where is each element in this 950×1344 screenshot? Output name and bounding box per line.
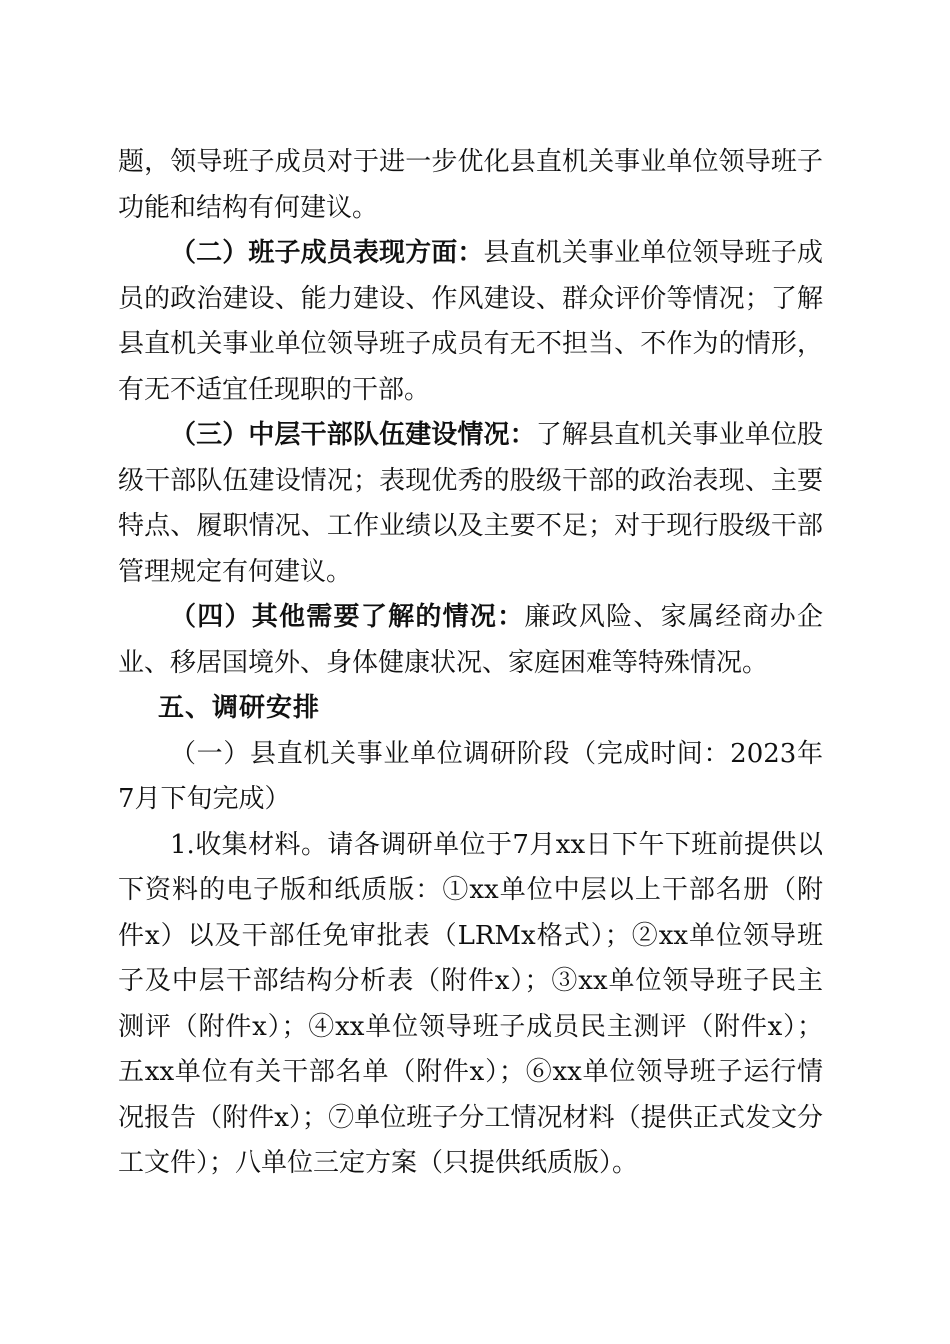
paragraph-other-situations (118, 595, 823, 686)
paragraph-lead: （三）中层干部队伍建设情况： (170, 420, 536, 450)
list-item-collect-materials: 1.收集材料。请各调研单位于7月xx日下午下班前提供以下资料的电子版和纸质版：①xx单位中层以上干部名册（附件x）以及干部任免审批表（LRMx格式）；②xx单位领导班子及中层干部结构分析表（附件x）；③xx单位领导班子民主测评（附件x）；④xx单位领导班子成员民主测评（附件x）；五xx单位有关干部名单（附件x）；⑥xx单位领导班子运行情况报告（附件x）；⑦单位班子分工情况材料（提供正式发文分工文件）；八单位三定方案（只提供纸质版）。 (118, 829, 823, 1178)
paragraph-middle-cadre-team (118, 413, 823, 595)
paragraph-text: 题，领导班子成员对于进一步优化县直机关事业单位领导班子功能和结构有何建议。 (118, 147, 823, 223)
paragraph-lead: （二）班子成员表现方面： (170, 238, 484, 268)
document-body (118, 140, 823, 1187)
subsection-heading: （一）县直机关事业单位调研阶段（完成时间：2023年7月下旬完成） (118, 738, 823, 814)
paragraph-continuation (118, 140, 823, 231)
paragraph-team-member-performance (118, 231, 823, 413)
paragraph-text: 县直机关事业单位领导班子成员的政治建设、能力建设、作风建设、群众评价等情况；了解县直机关事业单位领导班子成员有无不担当、不作为的情形，有无不适宜任现职的干部。 (118, 238, 823, 405)
section-heading: 五、调研安排 (158, 693, 321, 723)
paragraph-text: 廉政风险、家属经商办企业、移居国境外、身体健康状况、家庭困难等特殊情况。 (118, 602, 823, 678)
paragraph-lead: （四）其他需要了解的情况： (170, 602, 525, 632)
paragraph-text: 了解县直机关事业单位股级干部队伍建设情况；表现优秀的股级干部的政治表现、主要特点、履职情况、工作业绩以及主要不足；对于现行股级干部管理规定有何建议。 (118, 420, 823, 587)
